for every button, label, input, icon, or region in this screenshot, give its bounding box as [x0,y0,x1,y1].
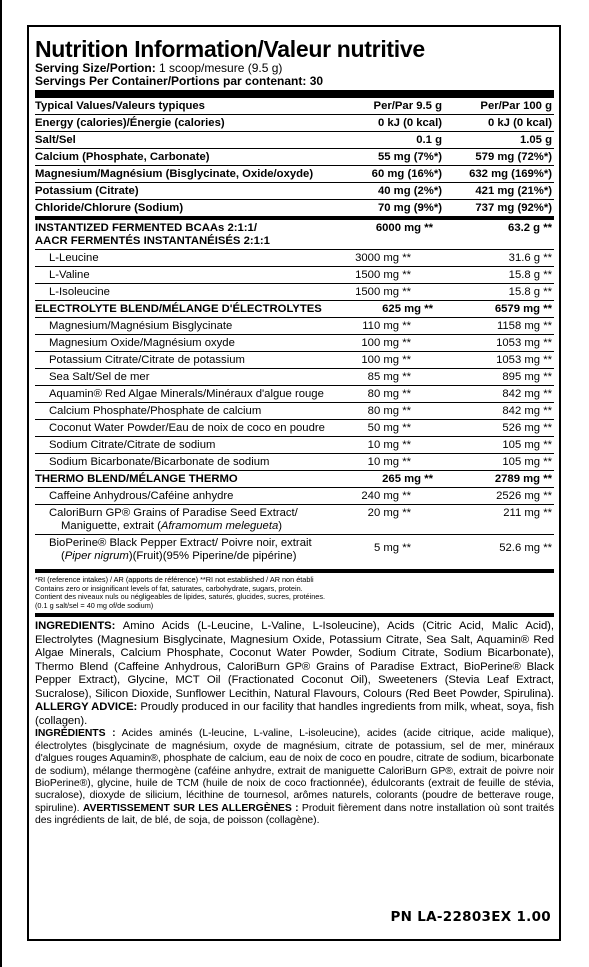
bcaa-per-serving: 6000 mg ** [325,220,455,250]
nutrient-row-per-100g: 421 mg (21%*) [442,183,554,200]
electrolyte-item-row [35,403,554,420]
nutrient-row-per-100g: 1.05 g [442,132,554,149]
electrolyte-item-row-per-serving: 10 mg ** [325,454,455,471]
bioperine-per-serving: 5 mg ** [325,535,455,572]
bcaa-item-row-per-100g: 15.8 g ** [455,267,554,284]
electrolyte-item-row-per-100g: 105 mg ** [455,454,554,471]
caffeine-per-100g: 2526 mg ** [455,488,554,505]
caloriburn-row [35,505,554,535]
electrolyte-item-row-name: Calcium Phosphate/Phosphate de calcium [35,403,325,420]
serving-size-value: 1 scoop/mesure (9.5 g) [155,61,283,75]
bcaa-item-row-name: L-Valine [35,267,325,284]
electrolyte-item-row-per-100g: 842 mg ** [455,403,554,420]
bioperine-per-100g: 52.6 mg ** [455,535,554,572]
electrolyte-item-row-per-serving: 80 mg ** [325,386,455,403]
nutrient-row-per-100g: 0 kJ (0 kcal) [442,115,554,132]
electrolyte-per-100g: 6579 mg ** [455,301,554,318]
electrolyte-item-row-per-100g: 526 mg ** [455,420,554,437]
bioperine-line1: BioPerine® Black Pepper Extract/ Poivre noir, extrait [49,537,312,549]
electrolyte-item-row [35,335,554,352]
thermo-per-serving: 265 mg ** [325,471,455,488]
bioperine-line2-post: )(Fruit)(95% Piperine/de pipérine) [128,549,297,562]
electrolyte-item-row-name: Magnesium/Magnésium Bisglycinate [35,318,325,335]
nutrient-row-name: Chloride/Chlorure (Sodium) [35,202,184,214]
electrolyte-item-row-per-serving: 80 mg ** [325,403,455,420]
electrolyte-item-row-per-serving: 50 mg ** [325,420,455,437]
caloriburn-per-100g: 211 mg ** [455,505,554,535]
table-header-row [35,98,554,115]
nutrient-row-per-serving: 60 mg (16%*) [346,166,442,183]
nutrition-table [35,98,554,216]
caffeine-row [35,488,554,505]
nutrient-row-per-serving: 0.1 g [346,132,442,149]
bcaa-item-row-per-serving: 3000 mg ** [325,250,455,267]
bcaa-item-row-name: L-Isoleucine [35,284,325,301]
electrolyte-item-row [35,386,554,403]
servings-per-container [35,75,554,88]
ingredients-english [35,620,554,728]
electrolyte-item-row-per-serving: 100 mg ** [325,335,455,352]
bcaa-name-line2: AACR FERMENTÉS INSTANTANÉISÉS 2:1:1 [35,234,270,247]
nutrient-row-name: Salt/Sel [35,132,346,149]
nutrient-row-name: Calcium (Phosphate, Carbonate) [35,149,346,166]
electrolyte-item-row-name: Magnesium Oxide/Magnésium oxyde [35,335,325,352]
electrolyte-item-row-per-serving: 85 mg ** [325,369,455,386]
nutrient-row-per-serving: 40 mg (2%*) [346,183,442,200]
electrolyte-item-row-per-100g: 895 mg ** [455,369,554,386]
caloriburn-latin-name: Aframomum melegueta [160,519,279,532]
thermo-row [35,471,554,488]
nutrition-label [27,25,561,941]
bcaa-per-100g: 63.2 g ** [455,220,554,250]
electrolyte-item-row-per-100g: 842 mg ** [455,386,554,403]
ingredients-fr-text: Acides aminés (L-leucine, L-valine, L-isoleucine), acides (acide citrique, acide malique), électrolytes (bisglycinate de magnésium, oxyde de magnésium, citrate de potassium, sel de mer, minéraux d'algues rouges Aquamin®, phosphate de calcium, eau de noix de coco en poudre, citrate de sodium, bicarbonate de sodium), mélange thermogène (caféine anhydre, extrait de maniguette CaloriBurn GP®, extrait de poivre noir BioPerine®), glycine, huile de TCM (huile de noix de coco fractionnée), édulcorants (extrait de feuille de stévia, sucralose), dioxyde de silicium, lécithine de tournesol, arômes naturels, colorants (poudre de betterave rouge, spiruline). [35,728,554,814]
electrolyte-item-row-per-100g: 1158 mg ** [455,318,554,335]
electrolyte-item-row-per-100g: 1053 mg ** [455,335,554,352]
electrolyte-item-row-per-100g: 1053 mg ** [455,352,554,369]
bcaa-item-row-per-serving: 1500 mg ** [325,267,455,284]
header-col2: Per/Par 9.5 g [346,98,442,115]
electrolyte-item-row-per-serving: 10 mg ** [325,437,455,454]
electrolyte-item-row-name: Coconut Water Powder/Eau de noix de coco en poudre [35,420,325,437]
ingredients-section [35,613,554,827]
bcaa-row [35,220,554,250]
electrolyte-item-row [35,420,554,437]
bcaa-name [35,220,325,250]
part-number: PN LA-22803EX 1.00 [390,909,551,925]
allergy-en-text: Proudly produced in our facility that handles ingredients from milk, wheat, soya, fish (collagen). [35,701,554,727]
bcaa-name-line1: INSTANTIZED FERMENTED BCAAs 2:1:1/ [35,222,257,234]
electrolyte-item-row [35,352,554,369]
footnotes [35,576,554,612]
footnote-line: Contient des niveaux nuls ou négligeables de lipides, saturés, glucides, sucres, protéines. [35,592,326,602]
caffeine-per-serving: 240 mg ** [325,488,455,505]
serving-size-label: Serving Size/Portion: [35,61,156,75]
nutrient-row-per-100g: 737 mg (92%*) [475,202,552,214]
electrolyte-item-row-name: Potassium Citrate/Citrate de potassium [35,352,325,369]
nutrient-row-per-serving: 0 kJ (0 kcal) [346,115,442,132]
electrolyte-per-serving: 625 mg ** [325,301,455,318]
electrolyte-item-row-name: Sodium Citrate/Citrate de sodium [35,437,325,454]
label-title: Nutrition Information/Valeur nutritive [35,36,425,62]
nutrient-row [35,149,554,166]
nutrient-row [35,200,554,217]
ingredients-fr-label: INGRÉDIENTS : [35,728,116,740]
servings-per-container-text: Servings Per Container/Portions par contenant: 30 [35,74,324,88]
bioperine-latin-name: Piper nigrum [64,549,129,562]
nutrient-row-name: Energy (calories)/Énergie (calories) [35,115,346,132]
electrolyte-item-row [35,369,554,386]
page-edge-line [0,0,2,967]
electrolyte-item-row-per-serving: 100 mg ** [325,352,455,369]
allergy-fr-label: AVERTISSEMENT SUR LES ALLERGÈNES : [82,802,299,814]
electrolyte-item-row-per-serving: 110 mg ** [325,318,455,335]
bcaa-item-row [35,250,554,267]
footnote-line: *RI (reference intakes) / AR (apports de référence) **RI not established / AR non établi [35,575,314,584]
nutrient-row-per-100g: 579 mg (72%*) [442,149,554,166]
electrolyte-name: ELECTROLYTE BLEND/MÉLANGE D'ÉLECTROLYTES [35,301,325,318]
electrolyte-item-row-name: Sea Salt/Sel de mer [35,369,325,386]
ingredients-en-text: Amino Acids (L-Leucine, L-Valine, L-Isoleucine), Acids (Citric Acid, Malic Acid), Electrolytes (Magnesium Bisglycinate, Magnesium Oxide, Potassium Citrate, Sea Salt, Aquamin® Red Algae Minerals, Calcium Phosphate, Coconut Water Powder, Sodium Citrate, Sodium Bicarbonate), Thermo Blend (Caffeine Anhydrous, CaloriBurn GP® Grains of Paradise Extract, BioPerine® Black Pepper Extract), Glycine, MCT Oil (Fractionated Coconut Oil), Sweeteners (Stevia Leaf Extract, Sucralose), Silicon Dioxide, Sunflower Lecithin, Natural Flavours, Colours (Red Beet Powder, Spirulina). [35,620,554,700]
electrolyte-item-row-name: Sodium Bicarbonate/Bicarbonate de sodium [35,454,325,471]
bcaa-item-row-per-100g: 31.6 g ** [455,250,554,267]
electrolyte-item-row [35,454,554,471]
bioperine-name [35,535,325,572]
bcaa-item-row-per-serving: 1500 mg ** [325,284,455,301]
nutrient-row [35,115,554,132]
bioperine-row [35,535,554,572]
caloriburn-line2-pre: Maniguette, extrait ( [61,519,161,532]
footnote-line: Contains zero or insignificant levels of fat, saturates, carbohydrate, sugars, protein. [35,583,303,593]
electrolyte-item-row-name: Aquamin® Red Algae Minerals/Minéraux d'algue rouge [35,386,325,403]
caffeine-name: Caffeine Anhydrous/Caféine anhydre [35,488,325,505]
blend-table [35,220,554,573]
bcaa-item-row [35,267,554,284]
nutrient-row-per-serving: 55 mg (7%*) [346,149,442,166]
main-nutrient-rows [35,115,554,217]
nutrient-row [35,183,554,200]
nutrient-row-per-serving: 70 mg (9%*) [377,202,442,214]
caloriburn-line1: CaloriBurn GP® Grains of Paradise Seed Extract/ [49,507,298,519]
nutrient-row-per-100g: 632 mg (169%*) [442,166,554,183]
caloriburn-per-serving: 20 mg ** [325,505,455,535]
bcaa-item-row-name: L-Leucine [35,250,325,267]
nutrient-row [35,166,554,183]
thermo-per-100g: 2789 mg ** [455,471,554,488]
allergy-en-label: ALLERGY ADVICE: [35,701,138,714]
electrolyte-item-row [35,437,554,454]
electrolyte-item-row [35,318,554,335]
bioperine-line2-pre: ( [61,549,65,562]
bcaa-item-row-per-100g: 15.8 g ** [455,284,554,301]
bcaa-items [35,250,554,301]
caloriburn-line2-post: ) [278,519,283,532]
nutrient-row-name: Potassium (Citrate) [35,183,346,200]
header-col3: Per/Par 100 g [442,98,554,115]
caloriburn-name [35,505,325,535]
header-col1: Typical Values/Valeurs typiques [35,98,346,115]
bcaa-item-row [35,284,554,301]
electrolyte-item-row-per-100g: 105 mg ** [455,437,554,454]
ingredients-en-label: INGREDIENTS: [35,620,116,633]
electrolyte-row [35,301,554,318]
footnote-line: (0.1 g salt/sel = 40 mg of/de sodium) [35,600,154,610]
thick-rule [35,90,554,98]
nutrient-row [35,132,554,149]
allergy-fr-text: Produit fièrement dans notre installation où sont traités des ingrédients de lait, de blé, de soja, de poisson (collagène). [35,802,554,827]
electrolyte-items [35,318,554,471]
nutrient-row-name: Magnesium/Magnésium (Bisglycinate, Oxide/oxyde) [35,166,346,183]
thermo-name: THERMO BLEND/MÉLANGE THERMO [35,471,325,488]
ingredients-french [35,728,554,827]
